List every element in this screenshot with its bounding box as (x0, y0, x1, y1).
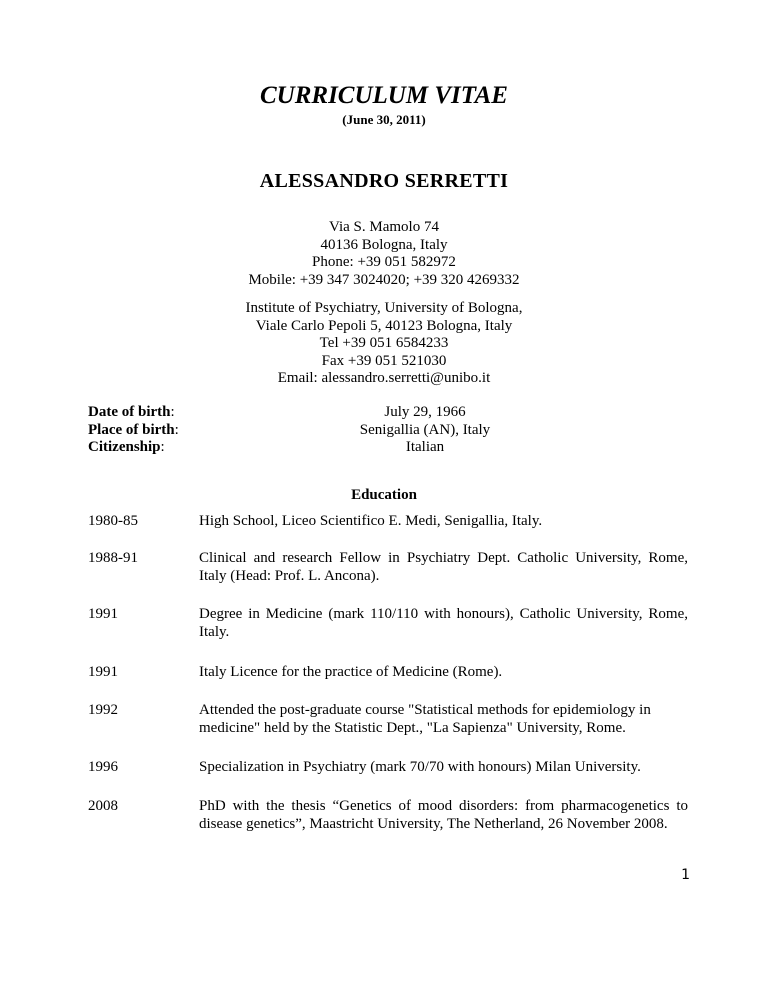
education-description: Specialization in Psychiatry (mark 70/70 with honours) Milan University. (199, 759, 641, 775)
work-address-line: Viale Carlo Pepoli 5, 40123 Bologna, Italy (255, 317, 513, 334)
page-number: 1 (681, 867, 690, 883)
home-address-line: Via S. Mamolo 74 (329, 219, 439, 235)
education-year: 1991 (88, 606, 118, 622)
education-year: 2008 (88, 798, 118, 814)
education-year: 1988-91 (88, 550, 138, 566)
personal-value: July 29, 1966 (384, 404, 466, 420)
work-email: Email: alessandro.serretti@unibo.it (277, 370, 491, 386)
home-address-block (0, 219, 768, 289)
education-year: 1992 (88, 702, 118, 718)
personal-row-citizenship (88, 439, 648, 457)
person-name: ALESSANDRO SERRETTI (259, 170, 509, 192)
personal-row-birth-place (88, 422, 648, 440)
personal-value: Italian (405, 439, 445, 455)
education-year: 1991 (88, 664, 118, 680)
work-fax: Fax +39 051 521030 (321, 352, 447, 369)
personal-row-birth-date (88, 404, 648, 422)
personal-details (88, 404, 648, 457)
education-description: Clinical and research Fellow in Psychiatry Dept. Catholic University, Rome, Italy (Head: Prof. L. Ancona). (199, 550, 688, 584)
home-mobile: Mobile: +39 347 3024020; +39 320 4269332 (248, 271, 520, 288)
education-year: 1996 (88, 759, 118, 775)
personal-value: Senigallia (AN), Italy (359, 421, 491, 438)
document-date: (June 30, 2011) (342, 112, 426, 127)
education-description: PhD with the thesis “Genetics of mood disorders: from pharmacogenetics to disease genetics”, Maastricht University, The Netherland, 26 November 2008. (199, 798, 688, 832)
education-heading: Education (351, 487, 417, 503)
personal-label: Place of birth: (88, 421, 179, 438)
education-description: Attended the post-graduate course "Statistical methods for epidemiology in medicine" held by the Statistic Dept., "La Sapienza" University, Rome. (199, 702, 651, 736)
personal-label-text: Date of birth (88, 404, 171, 420)
education-description: Degree in Medicine (mark 110/110 with honours), Catholic University, Rome, Italy. (199, 606, 688, 640)
education-description: Italy Licence for the practice of Medicine (Rome). (199, 664, 503, 680)
personal-label: Date of birth: (88, 404, 175, 420)
home-address-line: 40136 Bologna, Italy (320, 236, 448, 253)
education-year: 1980-85 (88, 513, 138, 529)
personal-label-text: Place of birth (88, 421, 175, 438)
work-address-line: Institute of Psychiatry, University of Bologna, (245, 300, 523, 316)
work-phone: Tel +39 051 6584233 (319, 335, 449, 351)
home-phone: Phone: +39 051 582972 (312, 254, 456, 270)
education-description: High School, Liceo Scientifico E. Medi, Senigallia, Italy. (199, 513, 543, 529)
personal-label: Citizenship: (88, 439, 165, 455)
personal-label-text: Citizenship (88, 439, 161, 455)
work-address-block (0, 300, 768, 388)
document-title: CURRICULUM VITAE (260, 82, 508, 109)
